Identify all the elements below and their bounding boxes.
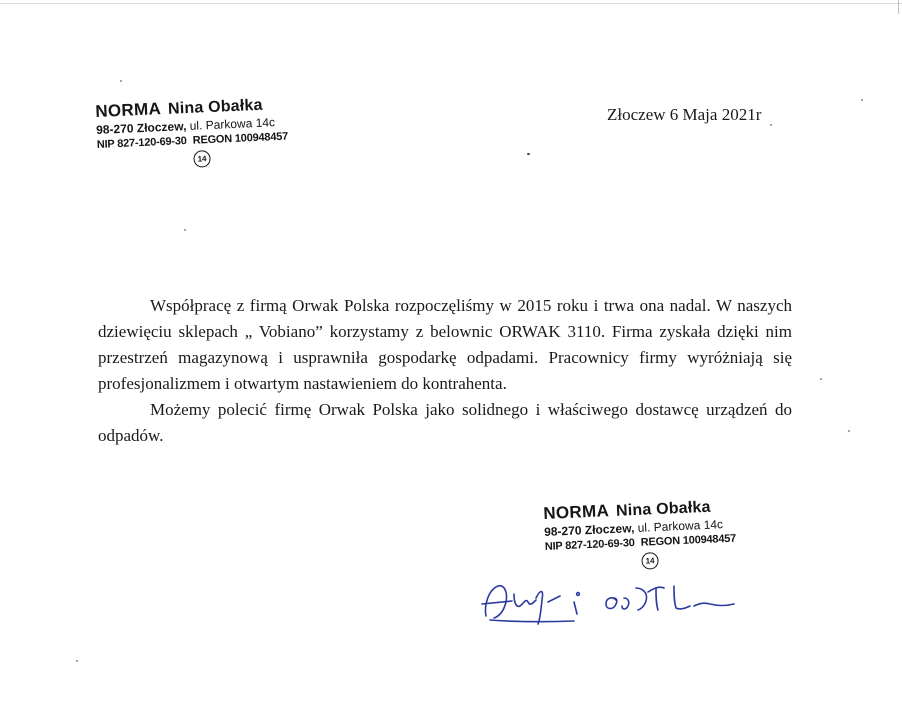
stamp-regon: REGON 100948457 (192, 130, 289, 147)
scan-speck (770, 124, 772, 126)
scan-speck (848, 430, 850, 432)
handwritten-signature (478, 576, 778, 632)
scan-speck (820, 378, 822, 380)
company-stamp-signature (543, 497, 737, 574)
stamp-brand: NORMA (94, 99, 162, 121)
stamp-street: ul. Parkowa 14c (637, 517, 724, 535)
letter-paragraph-2: Możemy polecić firmę Orwak Polska jako solidnego i właściwego dostawcę urządzeń do odpadów. (98, 400, 792, 445)
stamp-postcode-city: 98-270 Złoczew, (95, 119, 187, 137)
stamp-nip: NIP 827-120-69-30 (96, 135, 187, 151)
stamp-nip: NIP 827-120-69-30 (544, 537, 635, 553)
stamp-brand: NORMA (542, 501, 610, 523)
stamp-person: Nina Obałka (615, 498, 712, 520)
letter-paragraph-1: Współpracę z firmą Orwak Polska rozpoczęliśmy w 2015 roku i trwa ona nadal. W naszych dziewięciu sklepach „ Vobiano” korzystamy z belownic ORWAK 3110. Firma zyskała dzięki nim przestrzeń magazynową i usprawniła gospodarkę odpadami. Pracownicy firmy wyróżniają się profesjonalizmem i otwartym nastawieniem do kontrahenta. (98, 296, 792, 393)
scan-edge-mark (898, 0, 899, 14)
scan-speck (861, 99, 863, 101)
letter-date: Złoczew 6 Maja 2021r (607, 105, 762, 124)
stamp-code-badge: 14 (641, 552, 659, 570)
scan-speck (527, 153, 530, 155)
scan-speck (184, 229, 186, 231)
stamp-postcode-city: 98-270 Złoczew, (543, 521, 635, 539)
stamp-code-badge: 14 (193, 150, 211, 168)
scan-speck (76, 660, 78, 662)
company-stamp-header (95, 95, 289, 172)
scan-edge (0, 3, 902, 4)
stamp-regon: REGON 100948457 (640, 532, 737, 549)
stamp-street: ul. Parkowa 14c (189, 115, 276, 133)
scan-speck (120, 80, 122, 82)
letter-body (98, 293, 792, 449)
stamp-person: Nina Obałka (167, 96, 264, 118)
